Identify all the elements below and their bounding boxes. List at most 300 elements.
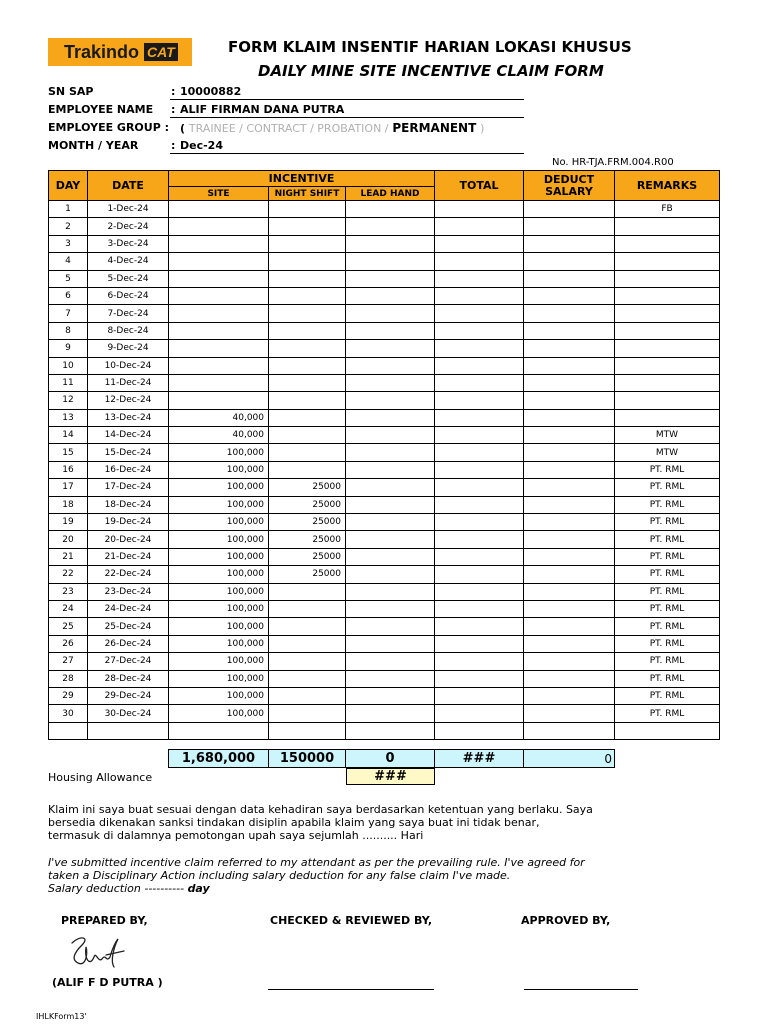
cell-date: 18-Dec-24 [88,496,169,513]
cell-date: 23-Dec-24 [88,583,169,600]
cell-remarks [615,253,720,270]
cell-site: 100,000 [169,635,269,652]
cell-lead [346,340,435,357]
cell-site: 100,000 [169,618,269,635]
cell-night [269,635,346,652]
table-row [49,479,720,496]
cell-night [269,270,346,287]
cell-site [169,218,269,235]
cell-site: 100,000 [169,600,269,617]
cell-total [435,392,524,409]
cell-night [269,322,346,339]
cell-day: 4 [49,253,88,270]
cell-lead [346,670,435,687]
cell-site: 40,000 [169,409,269,426]
cell-night [269,444,346,461]
cell-date: 1-Dec-24 [88,201,169,218]
cell-total [435,687,524,704]
cell-day: 11 [49,374,88,391]
housing-allowance-label: Housing Allowance [48,771,153,784]
name-value: ALIF FIRMAN DANA PUTRA [180,103,345,116]
cell-lead [346,531,435,548]
table-row [49,409,720,426]
table-row [49,461,720,478]
cell-night [269,374,346,391]
cell-day: 19 [49,514,88,531]
prepared-by-label: PREPARED BY, [61,914,148,927]
cell-day: 29 [49,687,88,704]
table-row [49,566,720,583]
cell-night [269,201,346,218]
header-incentive: INCENTIVE [169,171,435,187]
cell-site: 100,000 [169,496,269,513]
cell-deduct [524,531,615,548]
cell-total [435,305,524,322]
cell-date: 25-Dec-24 [88,618,169,635]
cell-day: 1 [49,201,88,218]
cell-day: 30 [49,705,88,722]
table-row [49,322,720,339]
cell-night [269,409,346,426]
cell-total [435,722,524,739]
cell-deduct [524,566,615,583]
table-row [49,687,720,704]
group-unselected-options: TRAINEE / CONTRACT / PROBATION / [188,122,389,135]
cell-deduct [524,218,615,235]
table-row [49,253,720,270]
cell-site: 100,000 [169,653,269,670]
table-row [49,600,720,617]
cell-remarks [615,409,720,426]
cell-site: 100,000 [169,514,269,531]
group-close-paren: ) [480,122,485,135]
cell-date: 28-Dec-24 [88,670,169,687]
cell-lead [346,705,435,722]
cell-deduct [524,583,615,600]
cell-date: 14-Dec-24 [88,427,169,444]
cell-lead [346,566,435,583]
cell-deduct [524,235,615,252]
cell-day: 22 [49,566,88,583]
cell-night [269,705,346,722]
cell-site: 100,000 [169,566,269,583]
cell-remarks: PT. RML [615,548,720,565]
cell-night [269,235,346,252]
header-total: TOTAL [435,171,524,201]
table-row [49,287,720,304]
cell-deduct [524,479,615,496]
cell-day [49,722,88,739]
cell-lead [346,287,435,304]
housing-allowance-value: ### [346,768,435,785]
salary-deduction-unit: day [187,882,210,895]
cell-deduct [524,392,615,409]
header-lead-hand: LEAD HAND [346,187,435,201]
name-underline [170,117,524,118]
cell-deduct [524,687,615,704]
colon: : [171,85,176,98]
form-title: FORM KLAIM INSENTIF HARIAN LOKASI KHUSUS [228,38,632,56]
cell-lead [346,201,435,218]
cell-lead [346,496,435,513]
cell-deduct [524,201,615,218]
cell-deduct [524,722,615,739]
cell-lead [346,392,435,409]
cell-date: 15-Dec-24 [88,444,169,461]
cell-lead [346,548,435,565]
cell-remarks: PT. RML [615,705,720,722]
cell-total [435,357,524,374]
cell-remarks: PT. RML [615,531,720,548]
cell-lead [346,600,435,617]
cell-night: 25000 [269,496,346,513]
header-deduct-salary: DEDUCT SALARY [524,171,615,201]
cell-total [435,218,524,235]
table-row [49,235,720,252]
cell-site [169,287,269,304]
cell-total [435,705,524,722]
table-row [49,392,720,409]
cell-total [435,201,524,218]
cell-site [169,340,269,357]
name-label: EMPLOYEE NAME [48,103,154,116]
table-row [49,722,720,739]
cell-night: 25000 [269,566,346,583]
table-row [49,705,720,722]
cell-date: 24-Dec-24 [88,600,169,617]
cell-night [269,305,346,322]
cell-night [269,618,346,635]
cell-remarks [615,374,720,391]
cell-day: 2 [49,218,88,235]
cell-lead [346,444,435,461]
cell-night [269,218,346,235]
table-row [49,340,720,357]
cell-deduct [524,270,615,287]
cell-deduct [524,322,615,339]
cell-site: 100,000 [169,687,269,704]
cell-day: 27 [49,653,88,670]
total-night-shift: 150000 [269,750,346,768]
cell-remarks: PT. RML [615,461,720,478]
cell-lead [346,357,435,374]
cell-night [269,687,346,704]
cell-lead [346,583,435,600]
cell-site [169,201,269,218]
cell-night [269,357,346,374]
cell-remarks [615,340,720,357]
cell-date: 2-Dec-24 [88,218,169,235]
cell-night [269,653,346,670]
cell-total [435,340,524,357]
cell-remarks [615,270,720,287]
cell-night [269,253,346,270]
header-remarks: REMARKS [615,171,720,201]
form-footer-code: IHLKForm13' [36,1012,87,1021]
cell-day: 9 [49,340,88,357]
sn-label: SN SAP [48,85,94,98]
cell-lead [346,374,435,391]
cell-deduct [524,340,615,357]
cell-remarks: PT. RML [615,479,720,496]
cell-date: 10-Dec-24 [88,357,169,374]
cell-deduct [524,427,615,444]
cell-remarks: PT. RML [615,566,720,583]
cell-site [169,322,269,339]
table-row [49,357,720,374]
cell-lead [346,618,435,635]
cell-lead [346,635,435,652]
cell-lead [346,461,435,478]
checked-reviewed-by-label: CHECKED & REVIEWED BY, [270,914,433,927]
cell-deduct [524,618,615,635]
cell-date: 9-Dec-24 [88,340,169,357]
cell-lead [346,687,435,704]
cell-lead [346,218,435,235]
cell-total [435,514,524,531]
prepared-by-name: (ALIF F D PUTRA ) [52,976,163,989]
cell-day: 21 [49,548,88,565]
table-body [49,201,720,740]
table-row [49,427,720,444]
cell-night [269,583,346,600]
month-label: MONTH / YEAR [48,139,139,152]
statement-id-line: Klaim ini saya buat sesuai dengan data kehadiran saya berdasarkan ketentuan yang berlaku. Saya [48,803,593,816]
month-underline [170,153,524,154]
cell-lead [346,235,435,252]
table-row [49,514,720,531]
handwritten-signature [66,933,128,973]
cell-site: 100,000 [169,705,269,722]
cell-site: 40,000 [169,427,269,444]
cell-date: 21-Dec-24 [88,548,169,565]
cell-total [435,653,524,670]
statement-id-line: termasuk di dalamnya pemotongan upah saya sejumlah .......... Hari [48,829,424,842]
cell-day: 28 [49,670,88,687]
header-date: DATE [88,171,169,201]
cell-site [169,722,269,739]
cell-total [435,253,524,270]
cell-day: 8 [49,322,88,339]
cell-remarks: PT. RML [615,687,720,704]
cell-night: 25000 [269,531,346,548]
cell-date: 26-Dec-24 [88,635,169,652]
cell-remarks [615,305,720,322]
cell-lead [346,322,435,339]
table-row [49,496,720,513]
cell-lead [346,409,435,426]
company-logo [48,38,192,66]
cell-remarks [615,722,720,739]
cell-lead [346,653,435,670]
cell-remarks: MTW [615,444,720,461]
cell-deduct [524,548,615,565]
cell-remarks: PT. RML [615,670,720,687]
statement-id-line: bersedia dikenakan sanksi tindakan disiplin apabila klaim yang saya buat ini tidak benar, [48,816,540,829]
cell-date: 16-Dec-24 [88,461,169,478]
cell-site: 100,000 [169,444,269,461]
cell-deduct [524,600,615,617]
cell-site: 100,000 [169,461,269,478]
cell-remarks [615,235,720,252]
cell-remarks [615,322,720,339]
cell-total [435,479,524,496]
cell-total [435,235,524,252]
cell-day: 20 [49,531,88,548]
colon: : [171,103,176,116]
cell-site [169,357,269,374]
cell-deduct [524,444,615,461]
table-row [49,305,720,322]
header-night-shift: NIGHT SHIFT [269,187,346,201]
cell-day: 5 [49,270,88,287]
cell-date: 22-Dec-24 [88,566,169,583]
cell-night [269,670,346,687]
cell-lead [346,427,435,444]
cell-site: 100,000 [169,670,269,687]
cell-night [269,392,346,409]
cell-date: 12-Dec-24 [88,392,169,409]
cell-remarks: PT. RML [615,583,720,600]
logo-brand-text: Trakindo [64,41,140,62]
header-day: DAY [49,171,88,201]
cell-day: 16 [49,461,88,478]
approved-by-label: APPROVED BY, [521,914,611,927]
cell-lead [346,479,435,496]
cell-total [435,548,524,565]
cell-site [169,253,269,270]
cell-date: 5-Dec-24 [88,270,169,287]
cell-remarks: PT. RML [615,618,720,635]
cell-night [269,340,346,357]
cell-site: 100,000 [169,583,269,600]
cell-lead [346,253,435,270]
sn-underline [170,99,524,100]
cell-total [435,374,524,391]
cell-deduct [524,287,615,304]
cell-remarks: PT. RML [615,600,720,617]
document-number: No. HR-TJA.FRM.004.R00 [552,157,674,168]
total-deduct-salary: 0 [524,750,615,768]
cell-day: 24 [49,600,88,617]
cell-deduct [524,514,615,531]
total-lead-hand: 0 [346,750,435,768]
checked-signature-line [268,989,434,990]
table-row [49,444,720,461]
cell-lead [346,514,435,531]
table-row [49,531,720,548]
group-selected-option: PERMANENT [392,121,477,135]
salary-deduction-text: Salary deduction ---------- [48,882,188,895]
cell-total [435,583,524,600]
approved-signature-line [524,989,638,990]
cell-remarks: PT. RML [615,496,720,513]
cell-total [435,444,524,461]
cell-night [269,722,346,739]
cell-total [435,427,524,444]
cell-date: 4-Dec-24 [88,253,169,270]
cell-total [435,566,524,583]
cell-date: 20-Dec-24 [88,531,169,548]
cell-night: 25000 [269,479,346,496]
cell-night [269,287,346,304]
cell-remarks: PT. RML [615,653,720,670]
cell-day: 23 [49,583,88,600]
cell-day: 3 [49,235,88,252]
cell-date: 7-Dec-24 [88,305,169,322]
cell-day: 13 [49,409,88,426]
cell-deduct [524,705,615,722]
cell-deduct [524,253,615,270]
table-row [49,201,720,218]
cell-site: 100,000 [169,531,269,548]
cell-deduct [524,635,615,652]
cell-total [435,287,524,304]
total-site: 1,680,000 [169,750,269,768]
cell-day: 18 [49,496,88,513]
cell-day: 25 [49,618,88,635]
table-row [49,635,720,652]
cell-total [435,496,524,513]
cell-remarks: MTW [615,427,720,444]
cell-deduct [524,374,615,391]
cell-day: 26 [49,635,88,652]
cell-site [169,270,269,287]
group-open-paren: ( [180,122,186,135]
cell-deduct [524,305,615,322]
cell-deduct [524,496,615,513]
cell-total [435,670,524,687]
group-options [180,121,484,135]
cell-site: 100,000 [169,548,269,565]
table-row [49,374,720,391]
cell-site [169,392,269,409]
cell-deduct [524,461,615,478]
statement-en-line: taken a Disciplinary Action including salary deduction for any false claim I've made. [48,869,511,882]
cell-date [88,722,169,739]
cell-total [435,600,524,617]
sn-value: 10000882 [180,85,242,98]
cell-night: 25000 [269,548,346,565]
cell-day: 14 [49,427,88,444]
cell-remarks: PT. RML [615,635,720,652]
table-row [49,653,720,670]
cell-day: 17 [49,479,88,496]
cell-lead [346,305,435,322]
cell-lead [346,270,435,287]
cell-site [169,374,269,391]
cell-total [435,618,524,635]
cell-day: 12 [49,392,88,409]
grand-total: ### [435,750,524,768]
cell-night [269,461,346,478]
statement-english [48,856,648,895]
cell-deduct [524,357,615,374]
statement-indonesian [48,803,648,842]
cell-site [169,305,269,322]
cell-remarks [615,287,720,304]
cell-total [435,461,524,478]
table-row [49,548,720,565]
cell-day: 6 [49,287,88,304]
cell-night [269,427,346,444]
cell-remarks: FB [615,201,720,218]
table-row [49,270,720,287]
table-row [49,618,720,635]
cell-remarks [615,357,720,374]
cell-total [435,270,524,287]
cell-deduct [524,409,615,426]
